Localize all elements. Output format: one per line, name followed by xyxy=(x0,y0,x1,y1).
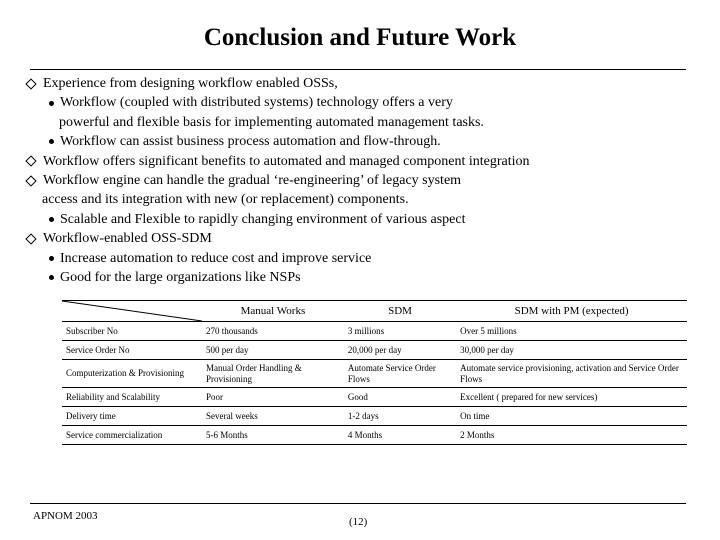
table-cell: 2 Months xyxy=(456,426,687,445)
diagonal-divider xyxy=(62,301,202,321)
column-header: SDM xyxy=(344,301,456,322)
sub-bullet-item: Good for the large organizations like NSPs xyxy=(24,268,704,287)
dot-bullet-icon xyxy=(49,256,54,261)
table-cell: 30,000 per day xyxy=(456,341,687,360)
bullet-item: Workflow-enabled OSS-SDM xyxy=(24,229,704,248)
table-row xyxy=(62,407,687,426)
sub-bullet-item: Workflow can assist business process automation and flow-through. xyxy=(24,132,704,151)
footer-conference: APNOM 2003 xyxy=(33,510,98,522)
table-cell: Poor xyxy=(202,388,344,407)
diamond-bullet-icon xyxy=(25,156,36,167)
column-header: Manual Works xyxy=(202,301,344,322)
bullet-continuation: powerful and flexible basis for implementing automated management tasks. xyxy=(59,114,484,130)
table-cell: Automate Service Order Flows xyxy=(344,360,456,388)
bullet-item: Experience from designing workflow enabled OSSs, xyxy=(24,74,704,93)
dot-bullet-icon xyxy=(49,139,54,144)
diamond-bullet-icon xyxy=(25,175,36,186)
bullet-item: Workflow engine can handle the gradual ‘re-engineering’ of legacy system xyxy=(24,171,704,190)
bullet-continuation: access and its integration with new (or replacement) components. xyxy=(42,192,409,208)
dot-bullet-icon xyxy=(49,275,54,280)
sub-bullet-item: Scalable and Flexible to rapidly changing environment of various aspect xyxy=(24,210,704,229)
diamond-bullet-icon xyxy=(25,78,36,89)
dot-bullet-icon xyxy=(49,217,54,222)
table-row xyxy=(62,388,687,407)
table-cell: On time xyxy=(456,407,687,426)
table-cell: Automate service provisioning, activation and Service Order Flows xyxy=(456,360,687,388)
table-row xyxy=(62,341,687,360)
bullet-item: Workflow offers significant benefits to automated and managed component integration xyxy=(24,152,704,171)
table-cell: Several weeks xyxy=(202,407,344,426)
table-cell: 500 per day xyxy=(202,341,344,360)
table-cell: 270 thousands xyxy=(202,322,344,341)
table-cell: 5-6 Months xyxy=(202,426,344,445)
table-cell: 1-2 days xyxy=(344,407,456,426)
slide-title: Conclusion and Future Work xyxy=(203,24,517,51)
table-cell: Good xyxy=(344,388,456,407)
table-corner-cell xyxy=(62,301,202,322)
table-cell: 20,000 per day xyxy=(344,341,456,360)
row-label: Delivery time xyxy=(62,407,202,426)
table-cell: Manual Order Handling & Provisioning xyxy=(202,360,344,388)
row-label: Service commercialization xyxy=(62,426,202,445)
table-row xyxy=(62,426,687,445)
table-row xyxy=(62,322,687,341)
sub-bullet-item: Increase automation to reduce cost and improve service xyxy=(24,249,704,268)
title-divider xyxy=(30,69,686,70)
comparison-table xyxy=(62,300,687,445)
footer-divider xyxy=(30,503,686,504)
row-label: Service Order No xyxy=(62,341,202,360)
table-header-row xyxy=(62,301,687,322)
page-number: (12) xyxy=(349,516,368,528)
row-label: Computerization & Provisioning xyxy=(62,360,202,388)
table-cell: 3 millions xyxy=(344,322,456,341)
dot-bullet-icon xyxy=(49,101,54,106)
table-cell: Over 5 millions xyxy=(456,322,687,341)
diamond-bullet-icon xyxy=(25,233,36,244)
table-cell: Excellent ( prepared for new services) xyxy=(456,388,687,407)
row-label: Reliability and Scalability xyxy=(62,388,202,407)
row-label: Subscriber No xyxy=(62,322,202,341)
table-cell: 4 Months xyxy=(344,426,456,445)
sub-bullet-item: Workflow (coupled with distributed systems) technology offers a very xyxy=(24,93,704,112)
table-row xyxy=(62,360,687,388)
column-header: SDM with PM (expected) xyxy=(456,301,687,322)
bullet-list xyxy=(24,74,704,287)
